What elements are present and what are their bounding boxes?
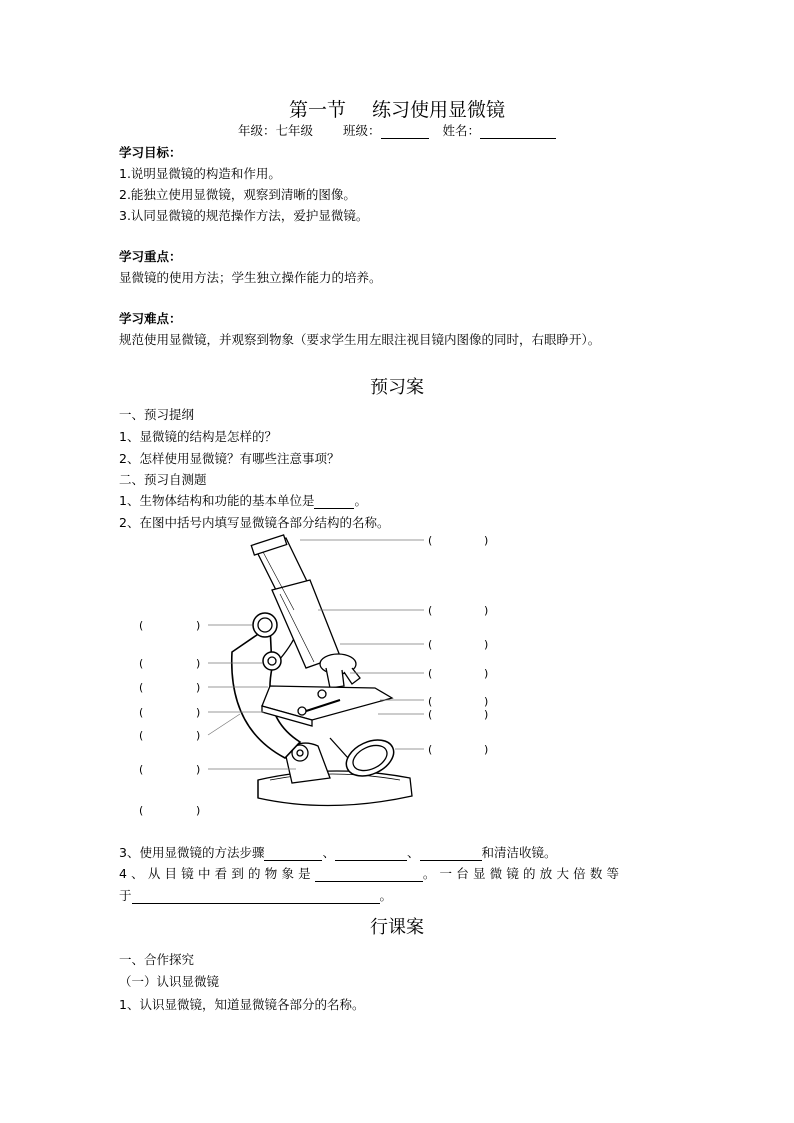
bracket-right: ) — [196, 804, 201, 817]
outline-question: 1、显微镜的结构是怎样的？ — [119, 429, 277, 444]
test-item-1 — [119, 491, 367, 509]
difficulties-text: 规范使用显微镜，并观察到物象（要求学生用左眼注视目镜内图像的同时，右眼睁开）。 — [119, 332, 601, 347]
class-label: 班级： — [342, 123, 381, 138]
title-part1: 第一节 — [288, 99, 346, 121]
name-blank[interactable] — [480, 125, 556, 139]
test-item-1-text: 1、生物体结构和功能的基本单位是 — [119, 493, 315, 508]
bracket-right: ) — [484, 534, 489, 547]
lesson-item: 1、认识显微镜，知道显微镜各部分的名称。 — [119, 997, 365, 1012]
bracket-left: ( — [139, 657, 144, 670]
microscope-diagram — [0, 528, 794, 828]
bracket-left: ( — [428, 534, 433, 547]
bracket-right: ) — [196, 729, 201, 742]
difficulties-heading: 学习难点： — [119, 311, 182, 326]
objective-item: 2.能独立使用显微镜，观察到清晰的图像。 — [119, 187, 356, 202]
bracket-left: ( — [139, 619, 144, 632]
test-item-3-end: 和清洁收镜。 — [481, 845, 557, 860]
title-part2: 练习使用显微镜 — [372, 99, 506, 121]
objective-item: 1.说明显微镜的构造和作用。 — [119, 166, 281, 181]
name-label: 姓名： — [442, 123, 480, 138]
bracket-left: ( — [139, 763, 144, 776]
coop-title: 一、合作探究 — [119, 952, 195, 967]
fill-blank[interactable] — [132, 890, 380, 904]
test-item-3-text: 3、使用显微镜的方法步骤 — [119, 845, 265, 860]
bracket-right: ) — [484, 708, 489, 721]
bracket-left: ( — [428, 604, 433, 617]
fill-blank[interactable] — [314, 495, 354, 509]
test-item-4-yu: 于 — [119, 888, 132, 903]
meta-line — [0, 121, 794, 139]
lesson-heading: 行课案 — [370, 917, 424, 938]
objective-item: 3.认同显微镜的规范操作方法，爱护显微镜。 — [119, 208, 369, 223]
bracket-right: ) — [196, 706, 201, 719]
bracket-right: ) — [196, 681, 201, 694]
test-item-4-mid: 。一台显微镜的放大倍数等 — [422, 866, 624, 881]
punctuation: 。 — [354, 493, 367, 508]
fill-blank[interactable] — [264, 847, 322, 861]
bracket-right: ) — [196, 657, 201, 670]
separator: 、 — [406, 845, 420, 860]
page-title — [0, 95, 794, 122]
test-item-4 — [119, 864, 674, 882]
bracket-left: ( — [139, 681, 144, 694]
bracket-left: ( — [428, 667, 433, 680]
bracket-right: ) — [484, 695, 489, 708]
bracket-left: ( — [139, 706, 144, 719]
bracket-right: ) — [484, 667, 489, 680]
key-points-heading: 学习重点： — [119, 249, 182, 264]
bracket-right: ) — [484, 743, 489, 756]
grade-text: 年级：七年级 — [238, 123, 314, 138]
test-item-4-text: 4、从目镜中看到的物象是 — [119, 866, 315, 881]
bracket-left: ( — [428, 638, 433, 651]
outline-title: 一、预习提纲 — [119, 407, 195, 422]
fill-blank[interactable] — [420, 847, 482, 861]
bracket-right: ) — [196, 619, 201, 632]
bracket-left: ( — [139, 729, 144, 742]
fill-blank[interactable] — [335, 847, 407, 861]
test-item-4-cont — [119, 886, 392, 904]
sub-section-title: （一）认识显微镜 — [119, 974, 220, 989]
fill-blank[interactable] — [315, 868, 423, 882]
key-points-text: 显微镜的使用方法；学生独立操作能力的培养。 — [119, 270, 382, 285]
bracket-left: ( — [139, 804, 144, 817]
test-title: 二、预习自测题 — [119, 472, 207, 487]
bracket-right: ) — [484, 604, 489, 617]
objectives-heading: 学习目标： — [119, 145, 182, 160]
test-item-2: 2、在图中括号内填写显微镜各部分结构的名称。 — [119, 515, 390, 530]
preview-heading: 预习案 — [370, 377, 424, 398]
bracket-left: ( — [428, 743, 433, 756]
bracket-right: ) — [196, 763, 201, 776]
separator: 、 — [322, 845, 335, 860]
bracket-left: ( — [428, 708, 433, 721]
bracket-left: ( — [428, 695, 433, 708]
bracket-right: ) — [484, 638, 489, 651]
class-blank[interactable] — [381, 125, 429, 139]
outline-question: 2、怎样使用显微镜？有哪些注意事项？ — [119, 451, 340, 466]
punctuation: 。 — [379, 888, 393, 903]
test-item-3 — [119, 843, 557, 861]
